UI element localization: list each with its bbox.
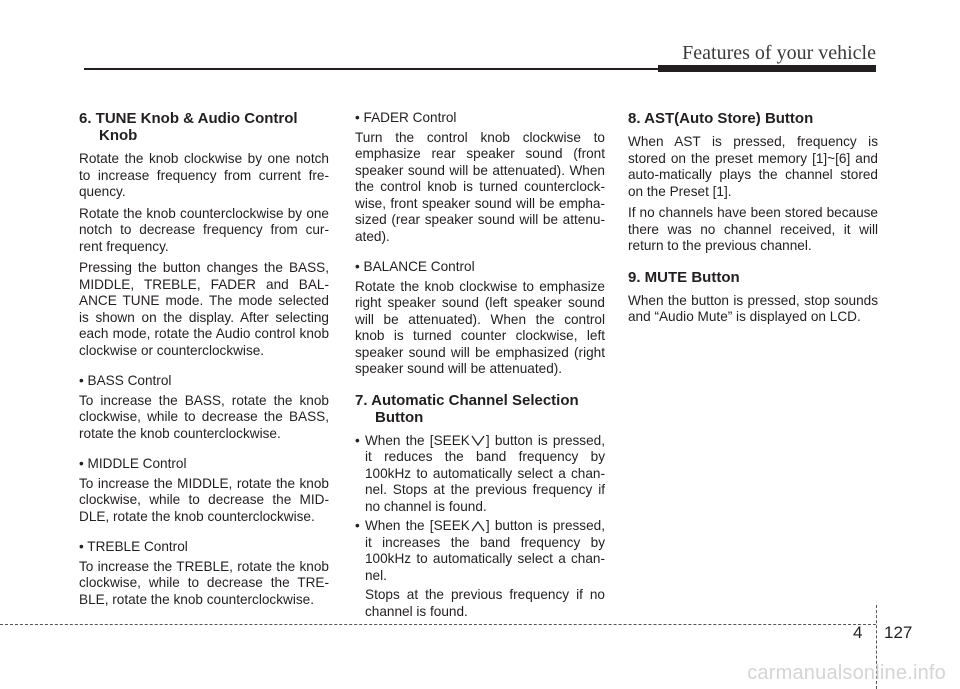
balance-control-text: Rotate the knob clockwise to emphasize right speaker sound (left speaker sound will be attenuated). When the control knob is turned counter clockwise, left speaker sound will be emphasized (right speaker sound will be attenuated). <box>355 278 605 376</box>
chapter-number: 4 <box>853 623 863 642</box>
seek-down-text-post: ] button is pressed, it reduces the band frequency by 100kHz to automatically select a chan-nel. Stops at the previous frequency if no channel is found. <box>365 432 605 514</box>
column-middle <box>355 110 605 623</box>
footer-rule <box>0 624 876 625</box>
seek-up-text-post: ] button is pressed, it increases the band frequency by 100kHz to automatically select a chan-nel. <box>365 518 605 583</box>
seek-up-continued: Stops at the previous frequency if no channel is found. <box>365 587 605 619</box>
column-left <box>79 110 329 613</box>
chevron-down-icon <box>471 435 485 446</box>
treble-control-label: • TREBLE Control <box>79 539 188 554</box>
section-heading-tune-knob: 6. TUNE Knob & Audio Control Knob <box>79 110 298 144</box>
header-rule-bar <box>658 65 876 72</box>
seek-up-text-pre: • When the [SEEK <box>355 518 470 533</box>
middle-control-label: • MIDDLE Control <box>79 456 187 471</box>
header-title: Features of your vehicle <box>682 42 876 64</box>
section-heading-ast: 8. AST(Auto Store) Button <box>628 110 814 127</box>
treble-control-text: To increase the TREBLE, rotate the knob clockwise, while to decrease the TRE-BLE, rotate the knob counterclockwise. <box>79 558 329 607</box>
column-right <box>628 110 878 331</box>
paragraph: Pressing the button changes the BASS, MIDDLE, TREBLE, FADER and BAL-ANCE TUNE mode. The mode selected is shown on the display. After selecting each mode, rotate the Audio control knob clockwise or counterclockwise. <box>79 260 329 358</box>
seek-up-bullet <box>355 518 605 584</box>
header-rule <box>84 68 660 70</box>
middle-control-text: To increase the MIDDLE, rotate the knob clockwise, while to decrease the MID-DLE, rotate the knob counterclockwise. <box>79 475 329 524</box>
ast-paragraph: When AST is pressed, frequency is stored on the preset memory [1]~[6] and auto-matically plays the channel stored on the Preset [1]. <box>628 134 878 199</box>
chevron-up-icon <box>471 521 485 532</box>
seek-down-bullet <box>355 433 605 516</box>
section-heading-auto-channel: 7. Automatic Channel Selection Button <box>355 391 579 426</box>
fader-control-label: • FADER Control <box>355 110 457 125</box>
paragraph: Rotate the knob clockwise by one notch to increase frequency from current fre-quency. <box>79 151 329 199</box>
bass-control-text: To increase the BASS, rotate the knob clockwise, while to decrease the BASS, rotate the knob counterclockwise. <box>79 392 329 441</box>
balance-control-label: • BALANCE Control <box>355 259 475 274</box>
fader-control-text: Turn the control knob clockwise to emphasize rear speaker sound (front speaker sound will be attenuated). When the control knob is turned counterclock-wise, front speaker sound will be empha-sized (rear speaker sound will be attenu-ated). <box>355 129 605 244</box>
ast-paragraph: If no channels have been stored because there was no channel received, it will return to the previous channel. <box>628 205 878 253</box>
bass-control-label: • BASS Control <box>79 373 172 388</box>
page-number: 127 <box>884 623 913 642</box>
watermark: carmanualsonline.info <box>747 662 946 684</box>
paragraph: Rotate the knob counterclockwise by one notch to decrease frequency from cur-rent frequency. <box>79 205 329 254</box>
seek-down-text-pre: • When the [SEEK <box>355 432 470 448</box>
section-heading-mute: 9. MUTE Button <box>628 268 740 286</box>
mute-paragraph: When the button is pressed, stop sounds and “Audio Mute” is displayed on LCD. <box>628 292 878 324</box>
